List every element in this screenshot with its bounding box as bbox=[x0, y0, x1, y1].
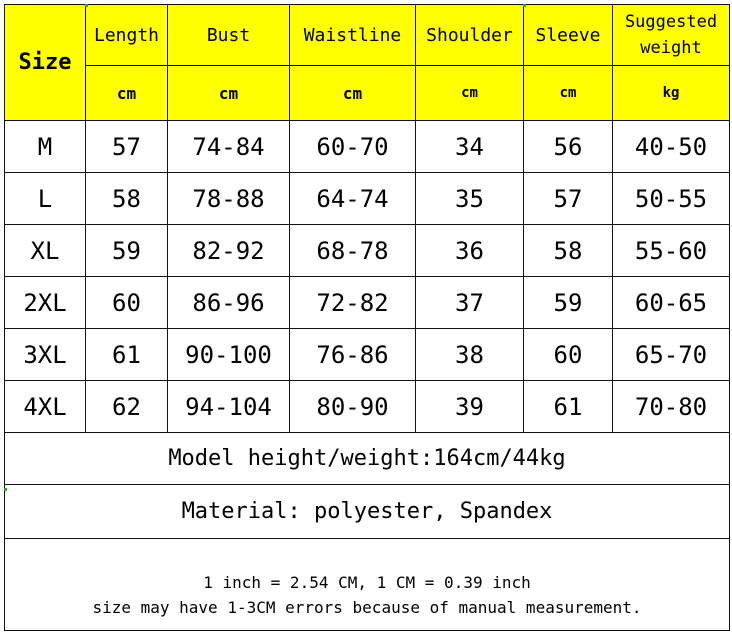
bust-cell: 86-96 bbox=[168, 277, 290, 329]
length-cell: 57 bbox=[86, 121, 168, 173]
waistline-header: Waistline bbox=[290, 5, 416, 66]
sleeve-header: Sleeve bbox=[524, 5, 613, 66]
bust-cell: 90-100 bbox=[168, 329, 290, 381]
sleeve-cell: 58 bbox=[524, 225, 613, 277]
sleeve-cell: 56 bbox=[524, 121, 613, 173]
waistline-cell: 80-90 bbox=[290, 381, 416, 433]
bust-header: Bust bbox=[168, 5, 290, 66]
corner-marker bbox=[523, 4, 526, 7]
weight-cell: 60-65 bbox=[613, 277, 730, 329]
model-info-text: Model height/weight:164cm/44kg bbox=[5, 433, 730, 485]
length-cell: 60 bbox=[86, 277, 168, 329]
bust-unit: cm bbox=[168, 66, 290, 121]
size-cell: 2XL bbox=[5, 277, 86, 329]
shoulder-cell: 35 bbox=[416, 173, 524, 225]
bust-cell: 82-92 bbox=[168, 225, 290, 277]
length-header: Length bbox=[86, 5, 168, 66]
sleeve-unit: cm bbox=[524, 66, 613, 121]
model-info-row bbox=[5, 433, 730, 485]
size-cell: XL bbox=[5, 225, 86, 277]
sleeve-cell: 59 bbox=[524, 277, 613, 329]
notes-cell bbox=[5, 539, 730, 631]
corner-marker bbox=[85, 4, 88, 7]
length-cell: 59 bbox=[86, 225, 168, 277]
table-row bbox=[5, 121, 730, 173]
corner-marker bbox=[4, 488, 7, 491]
length-cell: 62 bbox=[86, 381, 168, 433]
bust-cell: 78-88 bbox=[168, 173, 290, 225]
waistline-unit: cm bbox=[290, 66, 416, 121]
shoulder-cell: 39 bbox=[416, 381, 524, 433]
length-cell: 58 bbox=[86, 173, 168, 225]
size-column-header: Size bbox=[5, 5, 86, 121]
shoulder-cell: 37 bbox=[416, 277, 524, 329]
suggested-weight-line2: weight bbox=[640, 38, 702, 58]
material-text: Material: polyester, Spandex bbox=[5, 485, 730, 539]
bust-cell: 74-84 bbox=[168, 121, 290, 173]
weight-cell: 70-80 bbox=[613, 381, 730, 433]
weight-cell: 40-50 bbox=[613, 121, 730, 173]
suggested-weight-header bbox=[613, 5, 730, 66]
conversion-note: 1 inch = 2.54 CM, 1 CM = 0.39 inch bbox=[203, 572, 531, 592]
waistline-cell: 60-70 bbox=[290, 121, 416, 173]
length-unit: cm bbox=[86, 66, 168, 121]
waistline-cell: 76-86 bbox=[290, 329, 416, 381]
error-note: size may have 1-3CM errors because of manual measurement. bbox=[92, 597, 642, 617]
suggested-weight-line1: Suggested bbox=[624, 12, 718, 32]
size-cell: M bbox=[5, 121, 86, 173]
sleeve-cell: 60 bbox=[524, 329, 613, 381]
shoulder-unit: cm bbox=[416, 66, 524, 121]
shoulder-cell: 34 bbox=[416, 121, 524, 173]
waistline-cell: 64-74 bbox=[290, 173, 416, 225]
table-row bbox=[5, 381, 730, 433]
table-row bbox=[5, 173, 730, 225]
sleeve-cell: 61 bbox=[524, 381, 613, 433]
waistline-cell: 72-82 bbox=[290, 277, 416, 329]
material-row bbox=[5, 485, 730, 539]
length-cell: 61 bbox=[86, 329, 168, 381]
weight-cell: 50-55 bbox=[613, 173, 730, 225]
size-cell: 4XL bbox=[5, 381, 86, 433]
size-cell: L bbox=[5, 173, 86, 225]
unit-row bbox=[5, 66, 730, 121]
weight-cell: 65-70 bbox=[613, 329, 730, 381]
weight-cell: 55-60 bbox=[613, 225, 730, 277]
table-row bbox=[5, 225, 730, 277]
shoulder-cell: 38 bbox=[416, 329, 524, 381]
table-row bbox=[5, 329, 730, 381]
shoulder-cell: 36 bbox=[416, 225, 524, 277]
sleeve-cell: 57 bbox=[524, 173, 613, 225]
shoulder-header: Shoulder bbox=[416, 5, 524, 66]
size-cell: 3XL bbox=[5, 329, 86, 381]
table-row bbox=[5, 277, 730, 329]
size-chart-table bbox=[4, 4, 730, 631]
header-row bbox=[5, 5, 730, 66]
waistline-cell: 68-78 bbox=[290, 225, 416, 277]
weight-unit: kg bbox=[613, 66, 730, 121]
bust-cell: 94-104 bbox=[168, 381, 290, 433]
notes-row bbox=[5, 539, 730, 631]
